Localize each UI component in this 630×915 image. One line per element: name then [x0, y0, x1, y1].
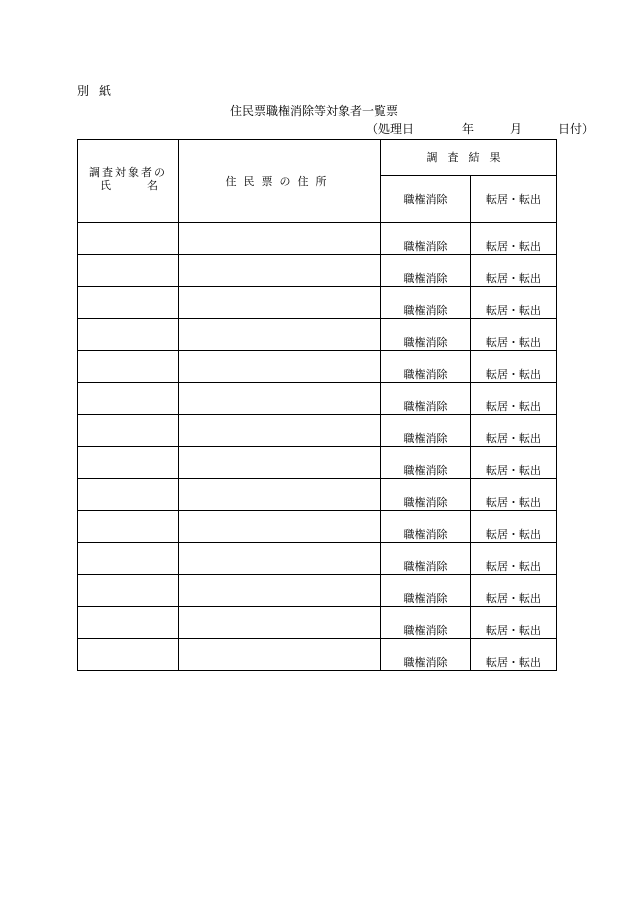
option-delete-cell: 職権消除: [381, 447, 471, 479]
address-cell[interactable]: [179, 575, 381, 607]
address-cell[interactable]: [179, 383, 381, 415]
table-row: [78, 575, 557, 607]
option-move-cell: 転居・転出: [471, 639, 557, 671]
option-delete-cell: 職権消除: [381, 255, 471, 287]
address-cell[interactable]: [179, 511, 381, 543]
table-row: [78, 287, 557, 319]
address-cell[interactable]: [179, 543, 381, 575]
option-delete-cell: 職権消除: [381, 607, 471, 639]
header-registered-address: 住民票の住所: [179, 140, 381, 223]
table-row: [78, 607, 557, 639]
option-move-cell: 転居・転出: [471, 479, 557, 511]
option-delete-cell: 職権消除: [381, 351, 471, 383]
name-cell[interactable]: [78, 415, 179, 447]
address-cell[interactable]: [179, 255, 381, 287]
option-move-cell: 転居・転出: [471, 447, 557, 479]
option-move-cell: 転居・転出: [471, 607, 557, 639]
option-move-cell: 転居・転出: [471, 383, 557, 415]
header-investigated-person-name: [78, 140, 179, 223]
option-move-cell: 転居・転出: [471, 511, 557, 543]
name-cell[interactable]: [78, 543, 179, 575]
option-delete-cell: 職権消除: [381, 287, 471, 319]
option-delete-cell: 職権消除: [381, 383, 471, 415]
option-delete-cell: 職権消除: [381, 223, 471, 255]
option-move-cell: 転居・転出: [471, 575, 557, 607]
option-move-cell: 転居・転出: [471, 255, 557, 287]
header-investigation-result: 調査結果: [381, 140, 557, 176]
option-delete-cell: 職権消除: [381, 319, 471, 351]
option-move-cell: 転居・転出: [471, 351, 557, 383]
table-row: [78, 415, 557, 447]
name-cell[interactable]: [78, 383, 179, 415]
table-row: [78, 383, 557, 415]
table-row: [78, 351, 557, 383]
address-cell[interactable]: [179, 415, 381, 447]
address-cell[interactable]: [179, 351, 381, 383]
option-delete-cell: 職権消除: [381, 511, 471, 543]
name-cell[interactable]: [78, 255, 179, 287]
header-option-delete: 職権消除: [381, 176, 471, 223]
option-move-cell: 転居・転出: [471, 543, 557, 575]
table-row: [78, 447, 557, 479]
address-cell[interactable]: [179, 223, 381, 255]
name-cell[interactable]: [78, 479, 179, 511]
name-cell[interactable]: [78, 639, 179, 671]
name-cell[interactable]: [78, 447, 179, 479]
header-name-line2: [78, 179, 178, 192]
target-list-table: [77, 139, 557, 671]
option-delete-cell: 職権消除: [381, 575, 471, 607]
header-option-move: 転居・転出: [471, 176, 557, 223]
option-move-cell: 転居・転出: [471, 319, 557, 351]
name-cell[interactable]: [78, 319, 179, 351]
table-header-row: [78, 140, 557, 176]
header-name-line2-b: 名: [147, 179, 158, 192]
table-row: [78, 223, 557, 255]
name-cell[interactable]: [78, 287, 179, 319]
address-cell[interactable]: [179, 479, 381, 511]
option-delete-cell: 職権消除: [381, 415, 471, 447]
table-row: [78, 319, 557, 351]
table-row: [78, 255, 557, 287]
document-title: 住民票職権消除等対象者一覧票: [229, 104, 398, 118]
name-cell[interactable]: [78, 223, 179, 255]
name-cell[interactable]: [78, 351, 179, 383]
option-move-cell: 転居・転出: [471, 223, 557, 255]
address-cell[interactable]: [179, 639, 381, 671]
name-cell[interactable]: [78, 607, 179, 639]
address-cell[interactable]: [179, 319, 381, 351]
option-delete-cell: 職権消除: [381, 479, 471, 511]
address-cell[interactable]: [179, 607, 381, 639]
name-cell[interactable]: [78, 575, 179, 607]
process-date: （処理日 年 月 日付）: [366, 122, 595, 136]
table-row: [78, 639, 557, 671]
address-cell[interactable]: [179, 287, 381, 319]
name-cell[interactable]: [78, 511, 179, 543]
address-cell[interactable]: [179, 447, 381, 479]
header-name-line2-a: 氏: [100, 179, 111, 192]
option-delete-cell: 職権消除: [381, 543, 471, 575]
table-row: [78, 479, 557, 511]
option-move-cell: 転居・転出: [471, 415, 557, 447]
option-delete-cell: 職権消除: [381, 639, 471, 671]
table-row: [78, 511, 557, 543]
table-row: [78, 543, 557, 575]
option-move-cell: 転居・転出: [471, 287, 557, 319]
attachment-label: 別紙: [77, 84, 122, 98]
header-name-line1: 調査対象者の: [89, 166, 167, 179]
